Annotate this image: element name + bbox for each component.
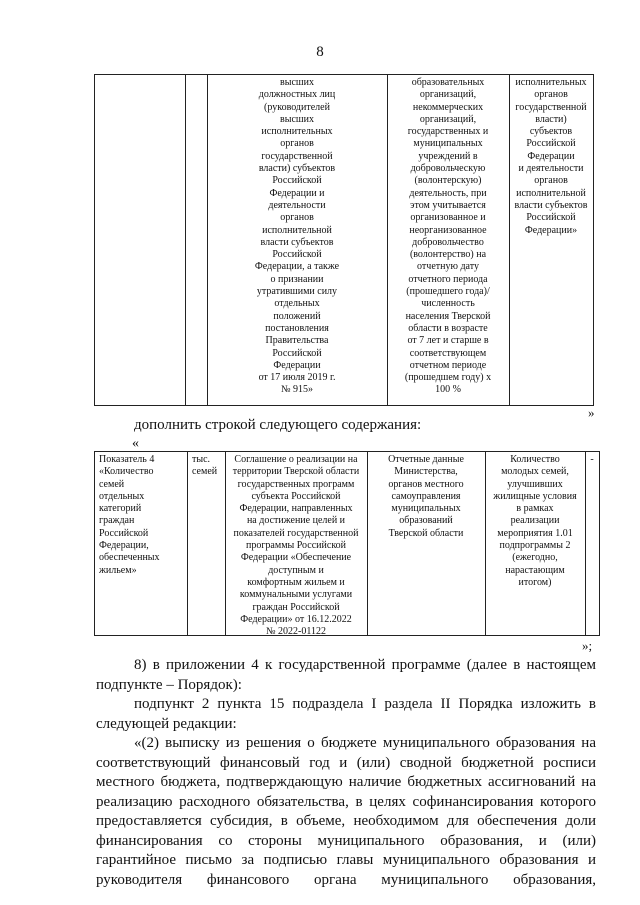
paragraph-item-8: 8) в приложении 4 к государственной программе (далее в настоящем подпункте – Порядок):: [96, 657, 596, 693]
table-divider: [185, 75, 186, 405]
indicator-name-cell: высших должностных лиц (руководителей высших исполнительных органов государственной власти) субъектов Российской Федерации и деятельности органов исполнительной власти субъектов Российской Федерации, а также о признании утратившими силу отдельных положений постановления Правительства Российской Федерации от 17 июля 2019 г. № 915»: [254, 77, 340, 396]
indicator-cell: Показатель 4 «Количество семей отдельных категорий граждан Российской Федерации, обеспеченных жильем»: [99, 454, 160, 576]
new-indicator-row-table: [94, 451, 600, 636]
data-source-cell: Отчетные данные Министерства, органов местного самоуправления муниципальных образований Тверской области: [388, 454, 464, 539]
agreement-cell: Соглашение о реализации на территории Тверской области государственных программ субъекта Российской Федерации, направленных на достижение целей и показателей государственной программы Российской Федерации «Обеспечение доступным и комфортным жильем и коммунальными услугами граждан Российской Федерации» от 16.12.2022 № 2022-01122: [232, 454, 360, 638]
table-divider: [187, 452, 188, 635]
indicator-table-continuation: [94, 74, 594, 406]
source-cell: исполнительных органов государственной власти) субъектов Российской Федерации и деятельности органов исполнительной власти субъектов Российской Федерации»: [514, 77, 588, 236]
opening-quote: «: [132, 436, 139, 451]
paragraph-subclause: подпункт 2 пункта 15 подраздела I раздела II Порядка изложить в следующей редакции:: [96, 696, 596, 732]
page-number: 8: [316, 44, 324, 60]
paragraph-quoted-clause: «(2) выписку из решения о бюджете муниципального образования на соответствующий финансовый год и (или) сводной бюджетной росписи местного бюджета, подтверждающую наличие бюджетных ассигнований на реализацию расходного обязательства, в целях софинансирования которого предоставляется субсидия, в объеме, необходимом для обеспечения доли финансирования со стороны муниципального образования, и (или) гарантийное письмо за подписью главы муниципального образования и руководителя финансового органа муниципального образования,: [96, 735, 596, 888]
closing-quote: »;: [582, 638, 593, 653]
table-divider: [585, 452, 586, 635]
unit-cell: тыс. семей: [192, 454, 218, 478]
calculation-method-cell: образовательных организаций, некоммерческих организаций, государственных и муниципальных учреждений в добровольческую (волонтерскую) деятельность, при этом учитывается организованное и неорганизованное добровольчество (волонтерство) на отчетную дату отчетного периода (прошедшего года)/ численность населения Тверской области в возрасте от 7 лет и старше в соответствующем отчетном периоде (прошедшем году) х 100 %: [404, 77, 492, 396]
add-row-instruction: дополнить строкой следующего содержания:: [134, 417, 422, 433]
dash-cell: -: [590, 454, 594, 465]
closing-quote: »: [588, 405, 595, 420]
calculation-cell: Количество молодых семей, улучшивших жилищные условия в рамках реализации мероприятия 1.01 подпрограммы 2 (ежегодно, нарастающим итогом): [493, 454, 577, 588]
